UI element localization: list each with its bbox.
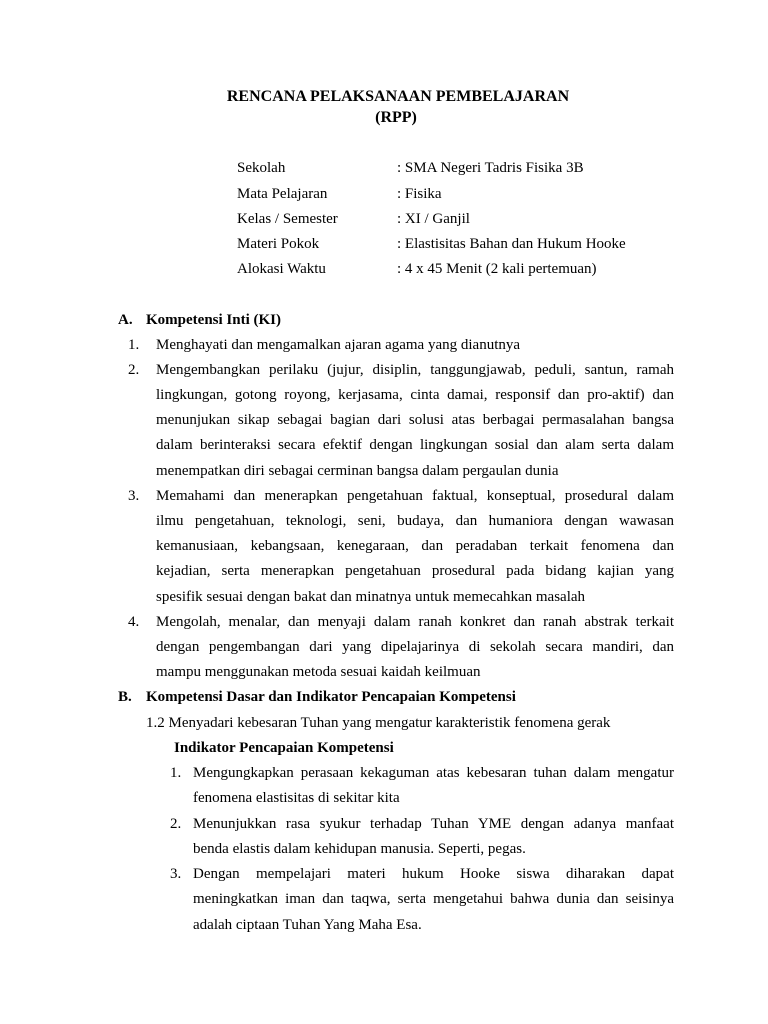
list-line: Memahami dan menerapkan pengetahuan faktual, konseptual, prosedural dalam bbox=[156, 488, 674, 504]
list-line: kemanusiaan, kebangsaan, kenegaraan, dan peradaban terkait fenomena dan bbox=[156, 538, 674, 554]
list-line: Mengembangkan perilaku (jujur, disiplin, tanggungjawab, peduli, santun, ramah bbox=[156, 362, 674, 378]
section-title: Kompetensi Dasar dan Indikator Pencapaian Kompetensi bbox=[146, 689, 516, 705]
list-number: 3. bbox=[170, 866, 182, 882]
list-number: 2. bbox=[128, 362, 140, 378]
basic-competency: 1.2 Menyadari kebesaran Tuhan yang mengatur karakteristik fenomena gerak bbox=[146, 715, 611, 731]
list-line: fenomena elastisitas di sekitar kita bbox=[193, 790, 400, 806]
list-line: mampu menggunakan metoda sesuai kaidah keilmuan bbox=[156, 664, 481, 680]
document-title: RENCANA PELAKSANAAN PEMBELAJARAN bbox=[226, 88, 570, 105]
list-number: 1. bbox=[170, 765, 182, 781]
identity-label: Materi Pokok bbox=[237, 236, 320, 252]
identity-value: : Elastisitas Bahan dan Hukum Hooke bbox=[397, 236, 626, 252]
list-line: benda elastis dalam kehidupan manusia. Seperti, pegas. bbox=[193, 841, 526, 857]
list-line: dengan pengembangan dari yang dipelajarinya di sekolah secara mandiri, dan bbox=[156, 639, 674, 655]
section-b-heading bbox=[118, 687, 678, 707]
identity-value: : Fisika bbox=[397, 186, 442, 202]
list-number: 2. bbox=[170, 816, 182, 832]
indicator-heading: Indikator Pencapaian Kompetensi bbox=[174, 740, 394, 756]
section-a-heading bbox=[118, 310, 518, 330]
list-number: 1. bbox=[128, 337, 140, 353]
list-line: adalah ciptaan Tuhan Yang Maha Esa. bbox=[193, 917, 422, 933]
list-line: Menghayati dan mengamalkan ajaran agama yang dianutnya bbox=[156, 337, 521, 353]
list-line: Mengungkapkan perasaan kekaguman atas kebesaran tuhan dalam mengatur bbox=[193, 765, 674, 781]
section-letter: B. bbox=[118, 689, 132, 705]
list-line: Menunjukkan rasa syukur terhadap Tuhan YME dengan adanya manfaat bbox=[193, 816, 674, 832]
identity-value: : 4 x 45 Menit (2 kali pertemuan) bbox=[397, 261, 597, 277]
list-line: meningkatkan iman dan taqwa, serta mengetahui bahwa dunia dan seisinya bbox=[193, 891, 674, 907]
list-line: menempatkan diri sebagai cerminan bangsa dalam pergaulan dunia bbox=[156, 463, 559, 479]
identity-label: Kelas / Semester bbox=[237, 211, 338, 227]
list-number: 3. bbox=[128, 488, 140, 504]
list-line: ilmu pengetahuan, teknologi, seni, budaya, dan humaniora dengan wawasan bbox=[156, 513, 674, 529]
identity-value: : SMA Negeri Tadris Fisika 3B bbox=[397, 160, 584, 176]
list-line: menunjukan sikap sebagai bagian dari solusi atas berbagai permasalahan bangsa bbox=[156, 412, 674, 428]
identity-value: : XI / Ganjil bbox=[397, 211, 470, 227]
list-line: lingkungan, gotong royong, kerjasama, cinta damai, responsif dan pro-aktif) dan bbox=[156, 387, 674, 403]
list-line: kejadian, serta menerapkan pengetahuan prosedural pada bidang kajian yang bbox=[156, 563, 674, 579]
section-title: Kompetensi Inti (KI) bbox=[146, 312, 281, 328]
document-subtitle: (RPP) bbox=[375, 109, 417, 126]
list-line: Mengolah, menalar, dan menyaji dalam ranah konkret dan ranah abstrak terkait bbox=[156, 614, 674, 630]
identity-label: Mata Pelajaran bbox=[237, 186, 328, 202]
identity-label: Sekolah bbox=[237, 160, 286, 176]
list-line: spesifik sesuai dengan bakat dan minatnya untuk memecahkan masalah bbox=[156, 589, 586, 605]
section-letter: A. bbox=[118, 312, 133, 328]
list-line: dalam berinteraksi secara efektif dengan lingkungan sosial dan alam serta dalam bbox=[156, 437, 674, 453]
identity-label: Alokasi Waktu bbox=[237, 261, 326, 277]
list-number: 4. bbox=[128, 614, 140, 630]
list-line: Dengan mempelajari materi hukum Hooke siswa diharakan dapat bbox=[193, 866, 674, 882]
